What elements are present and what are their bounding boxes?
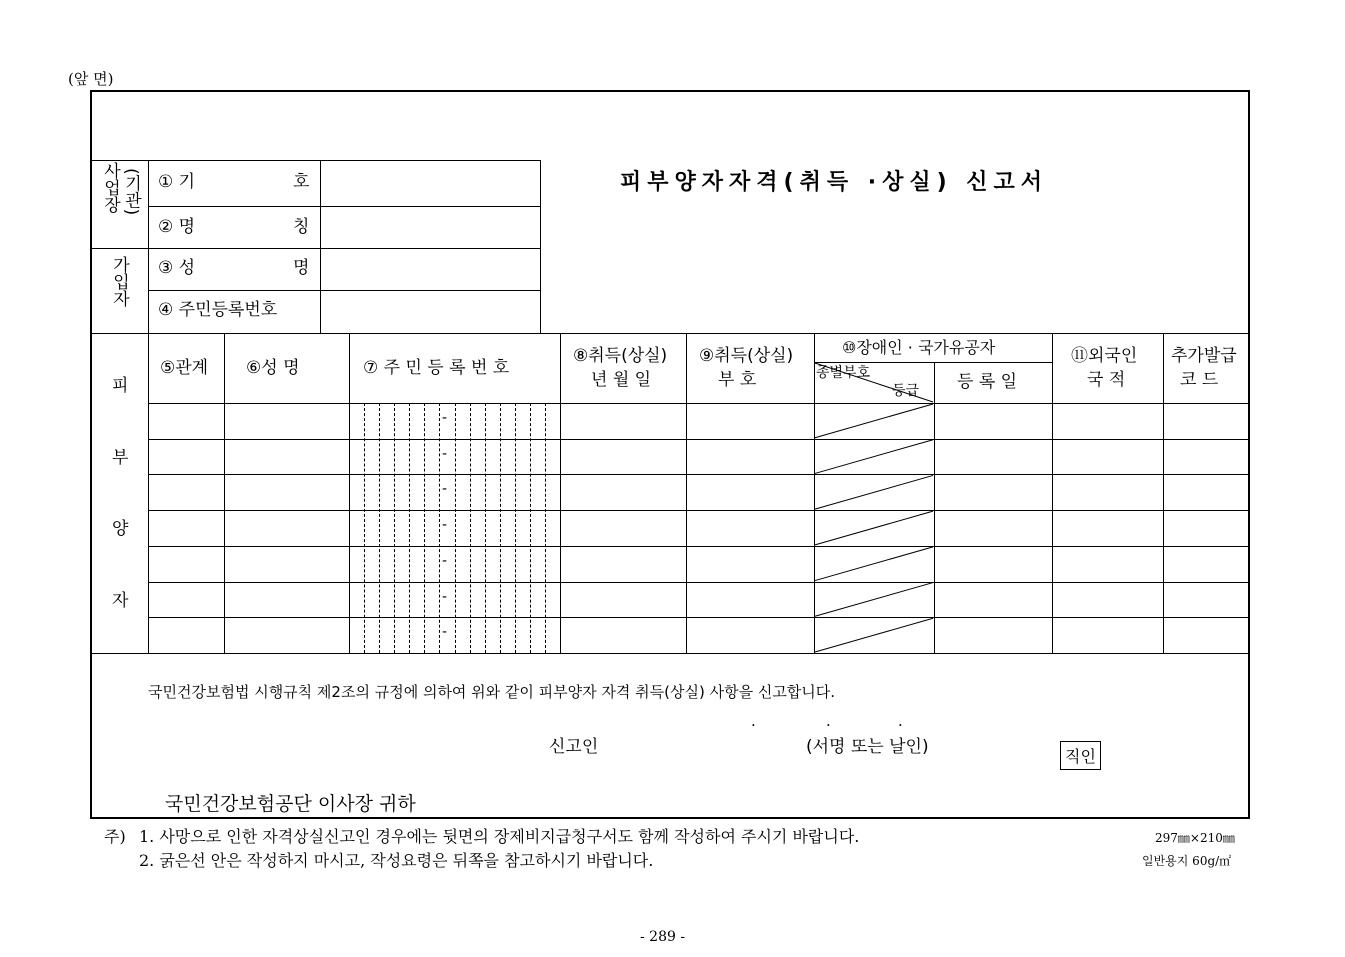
header-code-1: ⑨취득(상실) [699, 346, 794, 366]
header-rrn: ⑦ 주 민 등 록 번 호 [363, 358, 510, 378]
page-number: - 289 - [640, 929, 686, 945]
rrn-separator: - [442, 410, 448, 426]
header-disabled-grade: 등급 [892, 383, 920, 399]
rrn-separator: - [442, 588, 448, 605]
subscriber-rrn-label: ④ 주민등록번호 [158, 300, 278, 320]
business-code-label-end: 호 [293, 172, 310, 192]
business-code-label: ① 기 [158, 172, 196, 192]
paper-type: 일반용지 60g/㎡ [1142, 854, 1232, 868]
page-side-marker: (앞 면) [68, 70, 114, 88]
header-disabled-regdate: 등 록 일 [957, 372, 1018, 392]
rrn-separator: - [442, 624, 448, 641]
header-foreign-2: 국 적 [1087, 370, 1126, 390]
business-group-paren: (기관) [121, 168, 141, 216]
disabled-kind-diagonal [815, 511, 933, 545]
disabled-kind-diagonal [815, 440, 933, 474]
business-name-label-end: 칭 [293, 217, 310, 237]
declaration-text: 국민건강보험법 시행규칙 제2조의 규정에 의하여 위와 같이 피부양자 자격 취득(상실) 사항을 신고합니다. [148, 683, 836, 701]
header-code-2: 부 호 [718, 370, 757, 390]
rrn-separator: - [442, 552, 448, 569]
date-dot-year: . [751, 712, 756, 730]
business-name-label: ② 명 [158, 217, 196, 237]
disabled-kind-diagonal [815, 618, 933, 652]
signature-label: (서명 또는 날인) [806, 737, 929, 757]
header-extra-1: 추가발급 [1171, 346, 1237, 366]
header-disabled-kind: 종별부호 [816, 365, 871, 381]
dependents-label-2: 부 [112, 448, 129, 468]
subscriber-name-label-end: 명 [293, 258, 310, 278]
form-title: 피부양자자격(취득 ·상실) 신고서 [620, 170, 1049, 195]
header-disabled: ⑩장애인 · 국가유공자 [842, 338, 996, 357]
note-2: 2. 굵은선 안은 작성하지 마시고, 작성요령은 뒤쪽을 참고하시기 바랍니다. [139, 851, 654, 870]
dependents-label-4: 자 [112, 591, 129, 611]
business-group-label: 사업장 [100, 162, 120, 213]
rrn-separator: - [442, 445, 448, 462]
rrn-separator: - [442, 517, 448, 534]
official-stamp-box: 직인 [1060, 741, 1101, 770]
reporter-label: 신고인 [549, 737, 599, 757]
header-date-2: 년 월 일 [591, 370, 652, 390]
header-relation: ⑤관계 [160, 358, 209, 378]
header-date-1: ⑧취득(상실) [573, 346, 668, 366]
note-1: 1. 사망으로 인한 자격상실신고인 경우에는 뒷면의 장제비지급청구서도 함께 작성하여 주시기 바랍니다. [139, 827, 860, 846]
disabled-kind-diagonal [815, 404, 933, 438]
dependents-label-1: 피 [112, 376, 129, 396]
date-dot-month: . [826, 712, 831, 730]
disabled-kind-diagonal [815, 547, 933, 581]
rrn-separator: - [442, 481, 448, 498]
disabled-kind-diagonal [815, 583, 933, 617]
subscriber-group-label: 가입자 [109, 256, 129, 307]
subscriber-name-label: ③ 성 [158, 258, 196, 278]
disabled-kind-diagonal [815, 475, 933, 509]
header-name: ⑥성 명 [246, 358, 300, 378]
dependents-label-3: 양 [112, 519, 129, 539]
date-dot-day: . [898, 712, 903, 730]
header-foreign-1: ⑪외국인 [1071, 346, 1138, 366]
addressee: 국민건강보험공단 이사장 귀하 [165, 793, 416, 815]
header-extra-2: 코 드 [1180, 370, 1219, 390]
notes-prefix: 주) [104, 827, 126, 846]
paper-size: 297㎜×210㎜ [1155, 831, 1235, 845]
